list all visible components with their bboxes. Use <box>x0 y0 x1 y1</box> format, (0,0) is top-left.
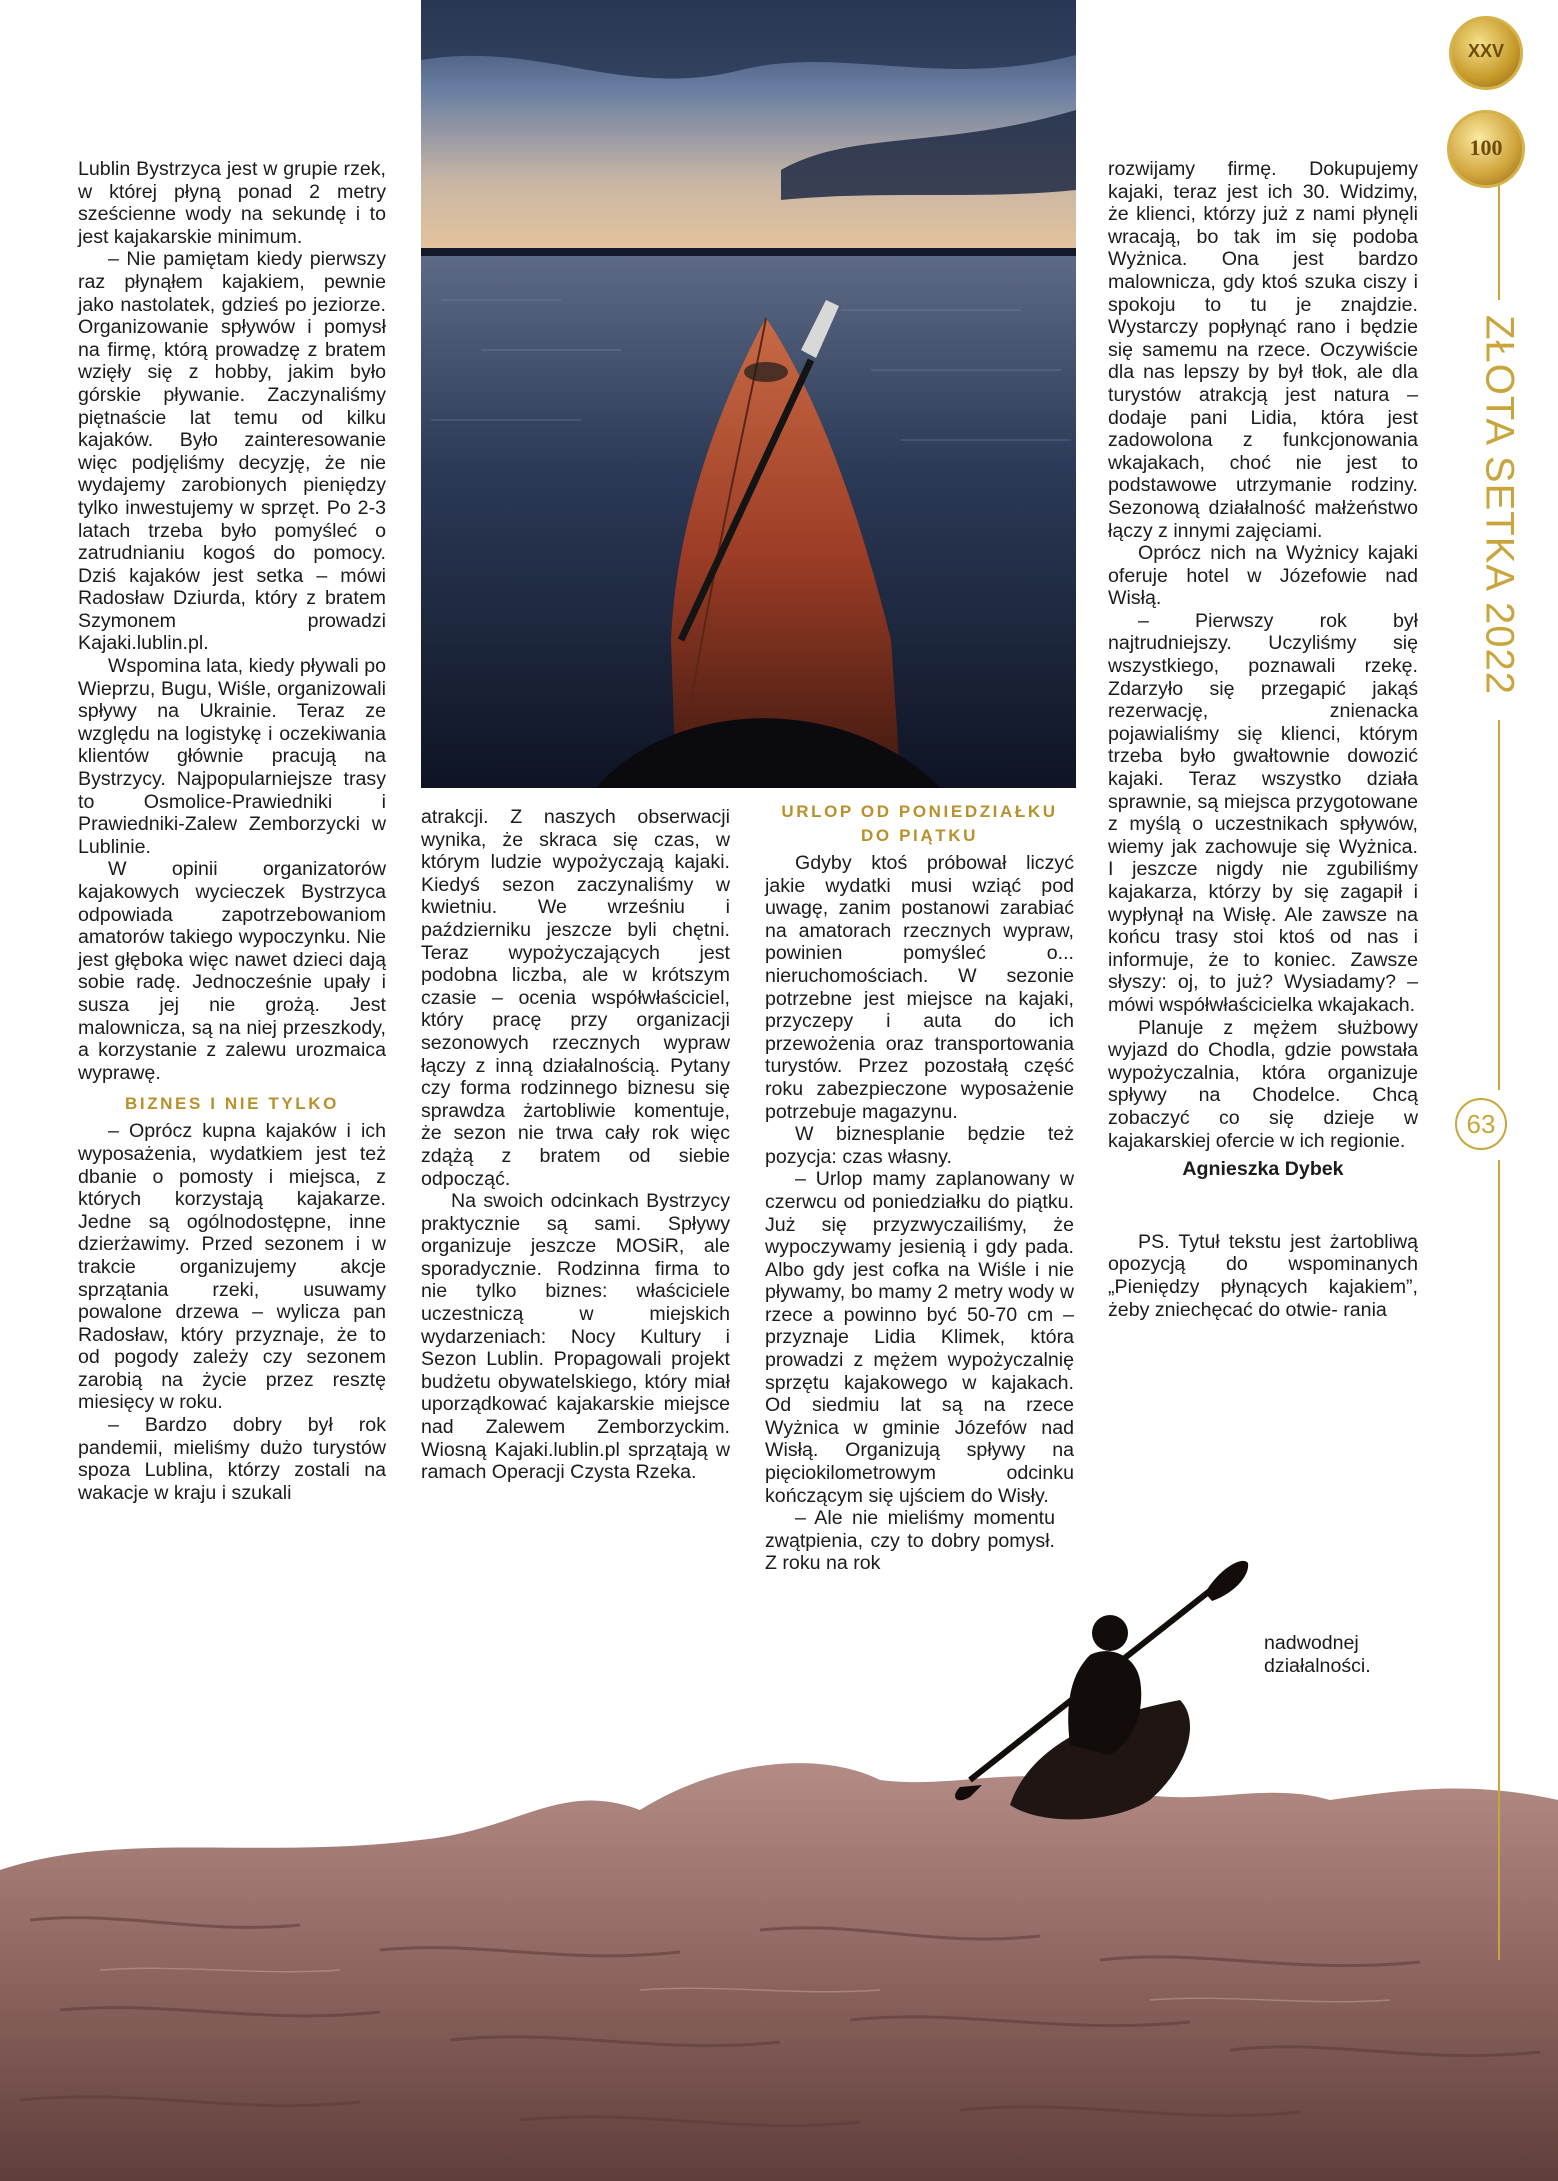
paragraph: – Oprócz kupna kajaków i ich wyposażenia, wydatkiem jest też dbanie o pomosty i miejsca, z których korzystają kajakarze. Jedne są ogólnodostępne, inne dzierżawimy. Przed sezonem i w trakcie organizujemy akcje sprzątania rzeki, usuwamy powalone drzewa – wylicza pan Radosław, który przyznaje, że to od pogody zależy czy sezonem zarobią na życie przez resztę miesięcy w roku. <box>78 1120 386 1414</box>
ps-paragraph: PS. Tytuł tekstu jest żartobliwą opozycją do wspominanych „Pieniędzy płynących kajakiem”, żeby zniechęcać do otwie- rania <box>1108 1230 1418 1321</box>
page-number: 63 <box>1455 1098 1507 1150</box>
article-column-2 <box>421 806 730 1484</box>
running-title <box>1440 310 1558 700</box>
water-illustration <box>0 1720 1558 2181</box>
article-column-1 <box>78 158 386 1504</box>
paragraph: Na swoich odcinkach Bystrzycy praktycznie są sami. Spływy organizuje jeszcze MOSiR, ale sporadycznie. Rodzinna firma to nie tylko biznes: właściciele uczestniczą w miejskich wydarzeniach: Nocy Kultury i Sezon Lublin. Propagowali projekt budżetu obywatelskiego, który miał uporządkować kajakarskie miejsce nad Zalewem Zemborzyckim. Wiosną Kajaki.lublin.pl sprzątają w ramach Operacji Czysta Rzeka. <box>421 1190 730 1484</box>
kayak-sunset-photo <box>421 0 1076 788</box>
paragraph: – Pierwszy rok był najtrudniejszy. Uczyliśmy się wszystkiego, poznawali rzekę. Zdarzyło się przegapić jakąś rezerwację, znienacka pojawialiśmy się klienci, którym trzeba było gwałtownie dowozić kajaki. Teraz wszystko działa sprawnie, są miejsca przygotowane z myślą o uczestnikach spływów, wiemy jak zachowuje się Wyżnica. I jeszcze nigdy nie zgubiliśmy kajakarza, którzy by się zagapił i wypłynął na Wisłę. Ale zawsze na końcu trasy stoi ktoś od nas i informuje, że to koniec. Zawsze słyszy: oj, to już? Wysiadamy? – mówi współwłaścicielka wkajakach. <box>1108 609 1418 1016</box>
paragraph: atrakcji. Z naszych obserwacji wynika, że skraca się czas, w którym ludzie wypożyczają kajaki. Kiedyś sezon zaczynaliśmy w kwietniu. We wrześniu i październiku jeszcze byli chętni. Teraz wypożyczających jest podobna liczba, ale w krótszym czasie – ocenia współwłaściciel, który pracę przy organizacji sezonowych rzecznych wypraw łączy z inną działalnością. Pytany czy forma rodzinnego biznesu się sprawdza żartobliwie komentuje, że sezon nie trwa cały rok więc zdążą z bratem od siebie odpocząć. <box>421 806 730 1190</box>
paragraph: Planuje z mężem służbowy wyjazd do Chodla, gdzie powstała wypożyczalnia, która organizuje spływy na Chodelce. Chcą zobaczyć co się dzieje w kajakarskiej ofercie w ich regionie. <box>1108 1016 1418 1152</box>
section-heading: URLOP OD PONIEDZIAŁKU DO PIĄTKU <box>781 802 1058 845</box>
paragraph: – Urlop mamy zaplanowany w czerwcu od poniedziałku do piątku. Już się przyzwyczailiśmy, że wypoczywamy jesienią i gdy pada. Albo gdy jest cofka na Wiśle i nie pływamy, bo mamy 2 metry wody w rzece a powinno być 50-70 cm – przyznaje Lidia Klimek, która prowadzi z mężem wypożyczalnię sprzętu kajakowego w kajakach. Od siedmiu lat są na rzece Wyżnica w gminie Józefów nad Wisłą. Organizują spływy na pięciokilometrowym odcinku kończącym się ujściem do Wisły. <box>765 1168 1074 1507</box>
article-column-3 <box>765 800 1074 1575</box>
paragraph: – Ale nie mieliśmy momentu zwątpienia, czy to dobry pomysł. Z roku na rok <box>765 1507 1055 1575</box>
author-signature: Agnieszka Dybek <box>1182 1158 1344 1181</box>
paragraph: rozwijamy firmę. Dokupujemy kajaki, teraz jest ich 30. Widzimy, że klienci, którzy już z nami płynęli wracają, bo tak im się podoba Wyżnica. Ona jest bardzo malownicza, gdy ktoś szuka ciszy i spokoju to tu je znajdzie. Wystarczy popłynąć rano i będzie się samemu na rzece. Oczywiście dla nas lepszy by był tłok, ale dla turystów atrakcją jest natura – dodaje pani Lidia, która jest zadowolona z funkcjonowania wkajakach, choć nie jest to podstawowe utrzymanie rodziny. Sezonową działalność małżeństwo łączy z innymi zajęciami. <box>1108 158 1418 542</box>
golden-hundred-medal <box>1447 110 1525 188</box>
paragraph: Oprócz nich na Wyżnicy kajaki oferuje hotel w Józefowie nad Wisłą. <box>1108 542 1418 610</box>
paragraph: W biznesplanie będzie też pozycja: czas własny. <box>765 1123 1074 1168</box>
medal-label: 100 <box>1469 135 1503 160</box>
running-title-text: ZŁOTA SETKA 2022 <box>1477 315 1522 695</box>
medal-label: XXV <box>1467 41 1505 61</box>
paragraph: – Bardzo dobry był rok pandemii, mieliśmy dużo turystów spoza Lublina, którzy zostali na wakacje w kraju i szukali <box>78 1414 386 1504</box>
paragraph: Gdyby ktoś próbował liczyć jakie wydatki musi wziąć pod uwagę, zanim postanowi zarabiać na amatorach rzecznych wypraw, powinien pomyśleć o... nieruchomościach. W sezonie potrzebne jest miejsce na kajaki, przyczepy i auta do ich przewożenia oraz transportowania turystów. Przez pozostałą część roku zabezpieczone wyposażenie potrzebuje magazynu. <box>765 852 1074 1123</box>
paragraph: – Nie pamiętam kiedy pierwszy raz płynąłem kajakiem, pewnie jako nastolatek, gdzieś po jeziorze. Organizowanie spływów i pomysł na firmę, którą prowadzę z bratem wzięły się z hobby, jakim było górskie pływanie. Zaczynaliśmy piętnaście lat temu od kilku kajaków. Było zainteresowanie więc podjęliśmy decyzję, że nie wydajemy zarobionych pieniędzy tylko inwestujemy w sprzęt. Po 2-3 latach trzeba było pomyśleć o zatrudnianiu kogoś do pomocy. Dziś kajaków jest setka – mówi Radosław Dziurda, który z bratem Szymonem prowadzi Kajaki.lublin.pl. <box>78 248 386 655</box>
article-column-4 <box>1108 158 1418 1321</box>
ps-tail: nadwodnej działalności. <box>1264 1632 1371 1677</box>
paddler-silhouette <box>950 1535 1250 1825</box>
paragraph: Wspomina lata, kiedy pływali po Wieprzu, Bugu, Wiśle, organizowali spływy na Ukrainie. Teraz ze względu na logistykę i oczekiwania klientów głównie pracują na Bystrzycy. Najpopularniejsze trasy to Osmolice-Prawiedniki i Prawiedniki-Zalew Zemborzycki w Lublinie. <box>78 655 386 858</box>
paragraph: W opinii organizatorów kajakowych wycieczek Bystrzyca odpowiada zapotrzebowaniom amatorów takiego wypoczynku. Nie jest głęboka więc nawet dzieci dają sobie radę. Jednocześnie upały i susza jej nie grożą. Jest malownicza, są na niej przeszkody, a korzystanie z zalewu urozmaica wyprawę. <box>78 858 386 1084</box>
anniversary-medal <box>1449 16 1523 90</box>
section-heading: BIZNES I NIE TYLKO <box>125 1094 339 1114</box>
paragraph: Lublin Bystrzyca jest w grupie rzek, w której płyną ponad 2 metry sześcienne wody na sekundę i to jest kajakarskie minimum. <box>78 158 386 248</box>
